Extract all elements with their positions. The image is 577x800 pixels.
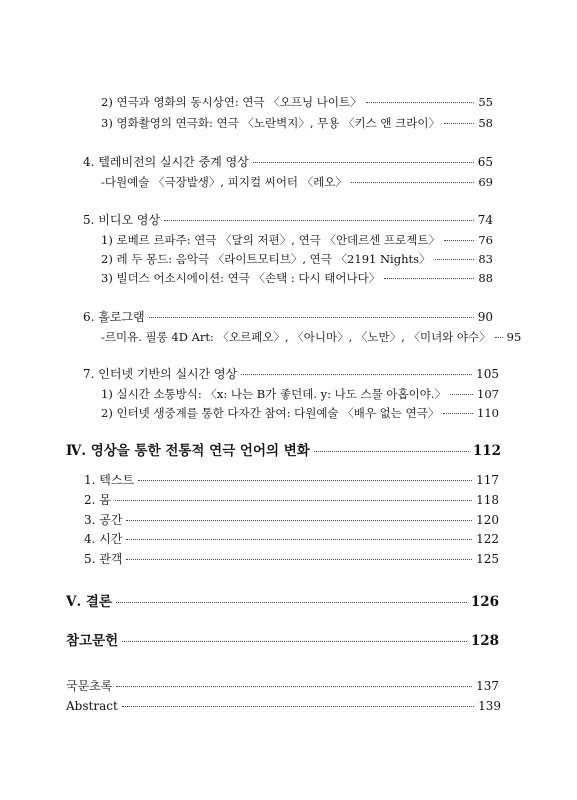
dot-leader — [122, 641, 467, 642]
toc-entry — [84, 550, 499, 568]
dot-leader — [126, 520, 472, 521]
dot-leader — [444, 240, 474, 241]
dot-leader — [115, 500, 472, 501]
toc-entry-page: 58 — [478, 116, 493, 130]
toc-entry-label: 5. 비디오 영상 — [83, 213, 161, 227]
toc-entry-page: 125 — [476, 552, 499, 566]
dot-leader — [384, 278, 474, 279]
toc-entry-label: 1) 로베르 르파주: 연극 〈달의 저편〉, 연극 〈안데르센 프로젝트〉 — [101, 233, 440, 247]
toc-entry — [83, 211, 493, 229]
toc-entry-page: 76 — [478, 233, 493, 247]
toc-entry-page: 69 — [478, 175, 493, 189]
toc-entry-label: 6. 홀로그램 — [83, 310, 145, 324]
dot-leader — [116, 602, 467, 603]
dot-leader — [253, 162, 474, 163]
toc-entry-page: 120 — [476, 513, 499, 527]
toc-entry-page: 90 — [477, 310, 493, 324]
toc-entry — [66, 697, 501, 715]
toc-entry-page: 128 — [470, 633, 499, 649]
toc-entry — [101, 231, 493, 249]
toc-entry — [83, 308, 493, 326]
toc-entry-label: 7. 인터넷 기반의 실시간 영상 — [83, 367, 238, 381]
toc-entry-page: 118 — [476, 493, 499, 507]
toc-entry-page: 65 — [477, 155, 493, 169]
toc-entry-label: 4. 시간 — [84, 532, 123, 546]
toc-entry — [101, 328, 522, 346]
toc-entry — [66, 631, 499, 651]
dot-leader — [450, 394, 473, 395]
dot-leader — [495, 337, 503, 338]
toc-entry-label: 3) 빌더스 어소시에이션: 연극 〈손택 : 다시 태어나다〉 — [101, 271, 381, 285]
toc-entry-label: 5. 관객 — [84, 552, 123, 566]
dot-leader — [435, 259, 475, 260]
dot-leader — [443, 413, 473, 414]
dot-leader — [138, 480, 472, 481]
toc-entry-label: 참고문헌 — [66, 633, 119, 649]
dot-leader — [126, 539, 472, 540]
toc-entry — [84, 471, 499, 489]
toc-entry — [83, 365, 499, 383]
toc-entry-page: 88 — [478, 271, 493, 285]
toc-entry-label: 2) 인터넷 생중계를 통한 다자간 참여: 다원예술 〈배우 없는 연극〉 — [101, 406, 440, 420]
toc-entry-page: 117 — [476, 473, 499, 487]
toc-entry-label: 2) 연극과 영화의 동시상연: 연극 〈오프닝 나이트〉 — [101, 95, 362, 109]
toc-entry-label: 4. 텔레비전의 실시간 중계 영상 — [83, 155, 249, 169]
toc-entry-page: 110 — [477, 406, 499, 420]
toc-entry-label: 1. 텍스트 — [84, 473, 135, 487]
toc-entry-page: 105 — [476, 367, 499, 381]
toc-entry-page: 137 — [476, 679, 499, 693]
toc-entry — [101, 404, 499, 422]
toc-entry — [101, 385, 499, 403]
toc-entry-page: 55 — [478, 95, 493, 109]
toc-entry-label: Ⅴ. 결론 — [66, 594, 112, 610]
toc-entry-page: 126 — [470, 594, 499, 610]
toc-entry — [83, 153, 493, 171]
toc-entry-label: -르미유. 필롱 4D Art: 〈오르페오〉, 〈아니마〉, 〈노만〉, 〈미녀와 야수〉 — [101, 330, 491, 344]
toc-entry-label: -다원예술 〈극장발생〉, 피지컬 씨어터 〈레오〉 — [101, 175, 347, 189]
toc-entry — [84, 511, 499, 529]
dot-leader — [351, 182, 474, 183]
dot-leader — [241, 374, 472, 375]
dot-leader — [444, 123, 474, 124]
toc-entry-label: 2. 몸 — [84, 493, 111, 507]
toc-entry — [101, 114, 493, 132]
toc-entry — [101, 93, 493, 111]
toc-entry-page: 95 — [506, 330, 522, 344]
toc-entry-page: 139 — [478, 699, 501, 713]
toc-entry — [101, 269, 493, 287]
toc-entry-label: 3) 영화촬영의 연극화: 연극 〈노란벽지〉, 무용 〈키스 앤 크라이〉 — [101, 116, 440, 130]
toc-entry — [66, 441, 501, 461]
toc-entry — [66, 592, 499, 612]
toc-entry-label: Abstract — [66, 699, 118, 713]
toc-entry-label: 2) 레 두 몽드: 음악극 〈라이트모티브〉, 연극 〈2191 Nights〉 — [101, 252, 431, 266]
toc-entry-label: 국문초록 — [66, 679, 113, 693]
toc-entry-page: 74 — [477, 213, 493, 227]
toc-entry-page: 107 — [477, 387, 499, 401]
toc-entry-label: 1) 실시간 소통방식: 〈x: 나는 B가 좋던데. y: 나도 스물 아홉이야.〉 — [101, 387, 447, 401]
toc-entry — [101, 173, 493, 191]
dot-leader — [314, 451, 469, 452]
toc-entry — [84, 530, 499, 548]
toc-entry-page: 122 — [476, 532, 499, 546]
dot-leader — [149, 317, 474, 318]
dot-leader — [164, 220, 474, 221]
toc-entry-page: 112 — [472, 443, 501, 459]
dot-leader — [116, 686, 472, 687]
dot-leader — [126, 559, 472, 560]
dot-leader — [366, 102, 475, 103]
toc-entry — [66, 677, 499, 695]
dot-leader — [122, 706, 474, 707]
toc-entry — [101, 250, 493, 268]
toc-entry-label: Ⅳ. 영상을 통한 전통적 연극 언어의 변화 — [66, 443, 310, 459]
toc-entry — [84, 491, 499, 509]
toc-entry-label: 3. 공간 — [84, 513, 123, 527]
toc-entry-page: 83 — [478, 252, 493, 266]
